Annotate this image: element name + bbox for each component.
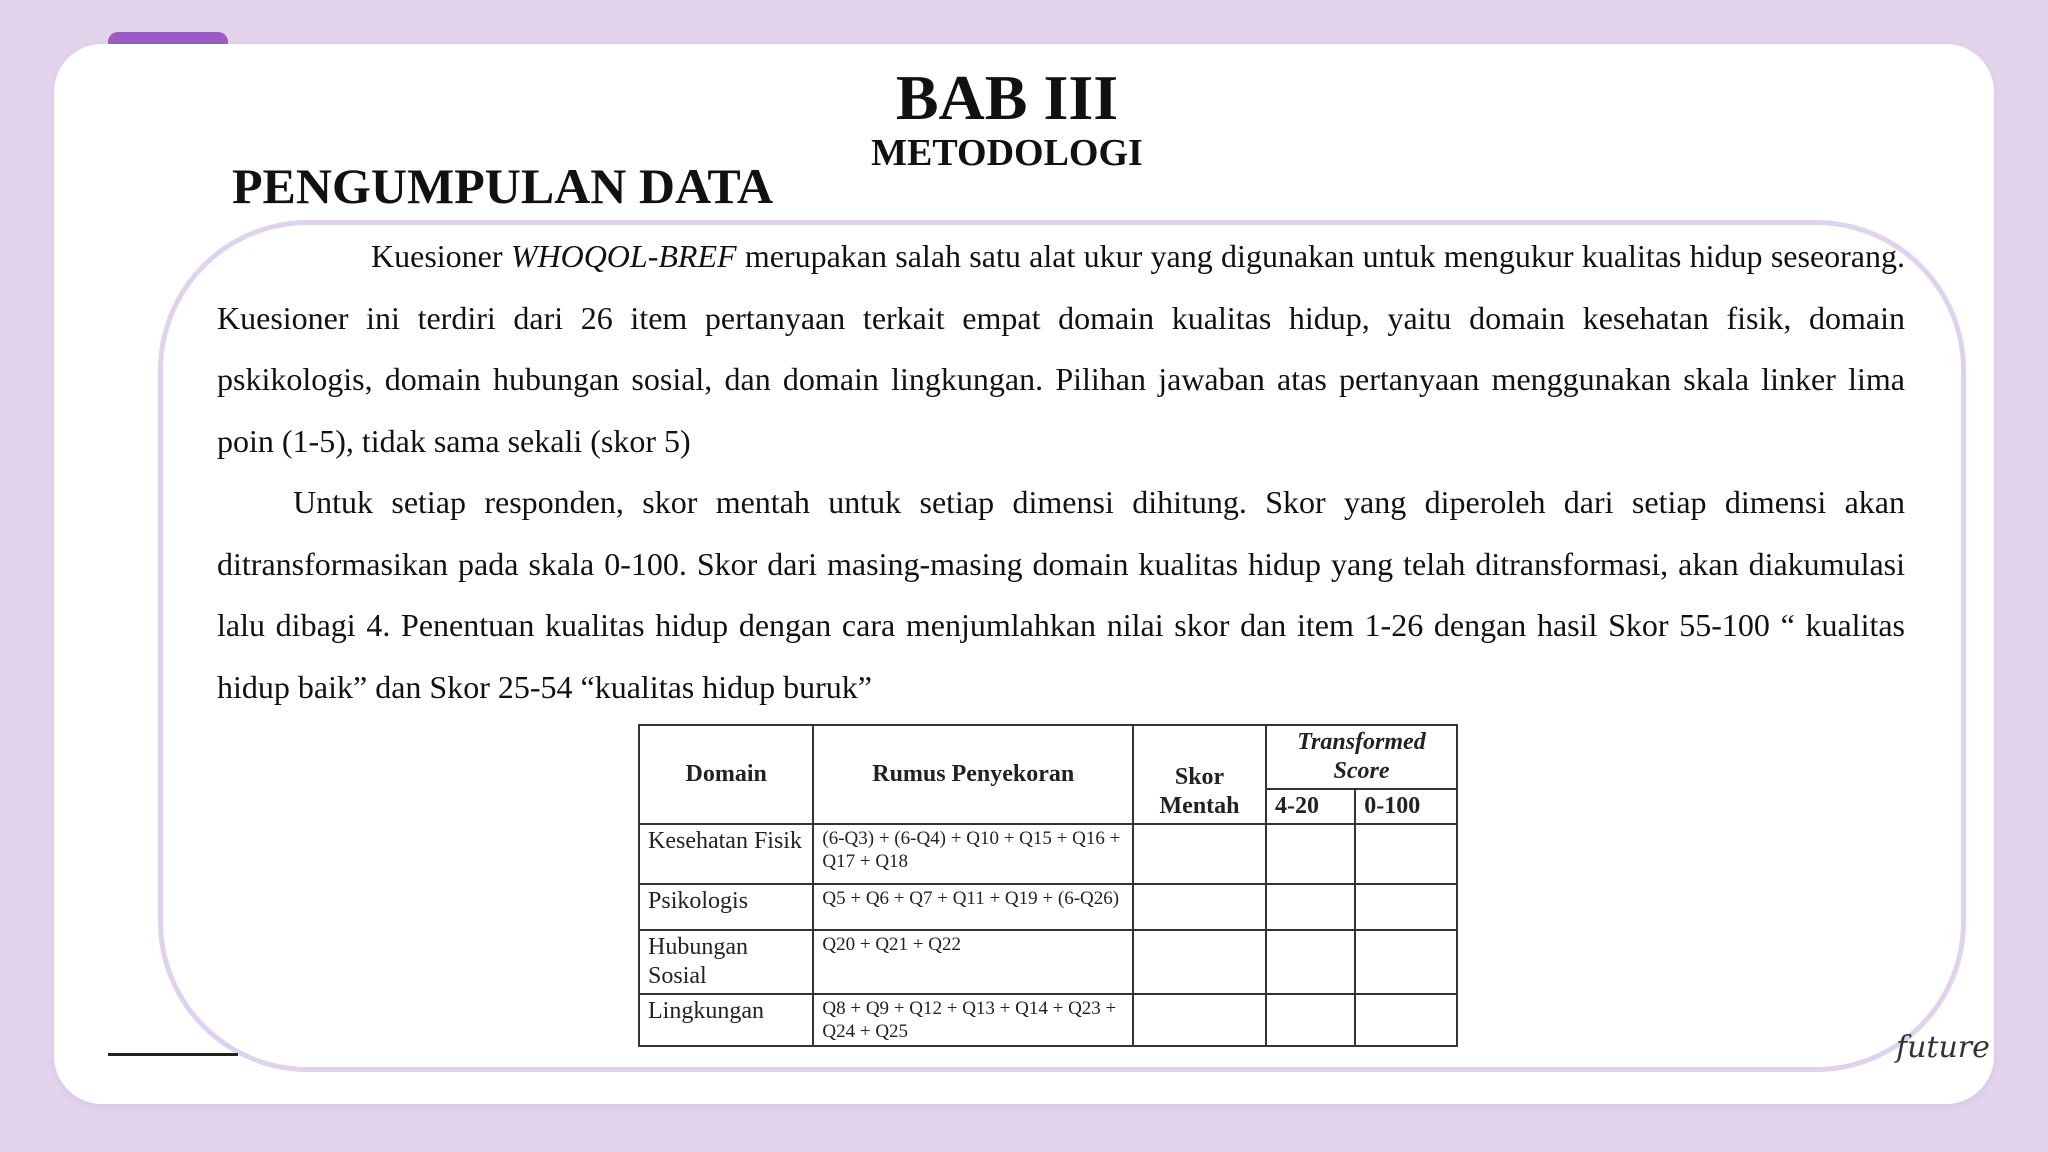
header-range-4-20: 4-20 bbox=[1266, 789, 1355, 824]
cell-range2 bbox=[1355, 824, 1457, 884]
paragraph-1-rest: merupakan salah satu alat ukur yang digunakan untuk mengukur kualitas hidup seseorang. Kuesioner ini terdiri dari 26 item pertanyaan terkait empat domain kualitas hidup, yaitu domain kesehatan fisik, domain pskikologis, domain hubungan sosial, dan domain lingkungan. Pilihan jawaban atas pertanyaan menggunakan skala linker lima poin (1-5), tidak sama sekali (skor 5) bbox=[217, 238, 1906, 459]
table-row bbox=[639, 884, 1457, 930]
cell-domain: Kesehatan Fisik bbox=[639, 824, 813, 884]
cell-raw bbox=[1133, 994, 1266, 1046]
cell-range2 bbox=[1355, 930, 1457, 994]
cell-domain: Hubungan Sosial bbox=[639, 930, 813, 994]
scoring-table bbox=[638, 724, 1458, 1047]
cell-raw bbox=[1133, 930, 1266, 994]
cell-range2 bbox=[1355, 884, 1457, 930]
header-formula: Rumus Penyekoran bbox=[813, 725, 1133, 824]
section-title: PENGUMPULAN DATA bbox=[232, 158, 774, 214]
body-text bbox=[217, 226, 1905, 718]
cell-formula: Q5 + Q6 + Q7 + Q11 + Q19 + (6-Q26) bbox=[813, 884, 1133, 930]
cell-range2 bbox=[1355, 994, 1457, 1046]
paragraph-1 bbox=[217, 226, 1905, 472]
cell-range1 bbox=[1266, 884, 1355, 930]
header-transformed-score: Transformed Score bbox=[1266, 725, 1457, 789]
cell-raw bbox=[1133, 824, 1266, 884]
cell-range1 bbox=[1266, 994, 1355, 1046]
table-row bbox=[639, 930, 1457, 994]
cell-raw bbox=[1133, 884, 1266, 930]
signature-mark: future bbox=[1896, 1030, 1990, 1065]
paragraph-1-lead: Kuesioner bbox=[371, 238, 511, 274]
cell-formula: Q8 + Q9 + Q12 + Q13 + Q14 + Q23 + Q24 + Q25 bbox=[813, 994, 1133, 1046]
cell-formula: (6-Q3) + (6-Q4) + Q10 + Q15 + Q16 + Q17 + Q18 bbox=[813, 824, 1133, 884]
chapter-subtitle: METODOLOGI bbox=[871, 132, 1143, 174]
paragraph-2: Untuk setiap responden, skor mentah untuk setiap dimensi dihitung. Skor yang diperoleh dari setiap dimensi akan ditransformasikan pada skala 0-100. Skor dari masing-masing domain kualitas hidup yang telah ditransformasi, akan diakumulasi lalu dibagi 4. Penentuan kualitas hidup dengan cara menjumlahkan nilai skor dan item 1-26 dengan hasil Skor 55-100 “ kualitas hidup baik” dan Skor 25-54 “kualitas hidup buruk” bbox=[217, 484, 1905, 705]
table-row bbox=[639, 824, 1457, 884]
header-raw-score: Skor Mentah bbox=[1133, 725, 1266, 824]
cell-range1 bbox=[1266, 930, 1355, 994]
header-range-0-100: 0-100 bbox=[1355, 789, 1457, 824]
header-domain: Domain bbox=[639, 725, 813, 824]
cell-range1 bbox=[1266, 824, 1355, 884]
footer-divider bbox=[108, 1053, 238, 1056]
cell-domain: Lingkungan bbox=[639, 994, 813, 1046]
paragraph-1-emphasis: WHOQOL-BREF bbox=[510, 238, 737, 274]
chapter-title: BAB III bbox=[895, 62, 1119, 133]
cell-domain: Psikologis bbox=[639, 884, 813, 930]
cell-formula: Q20 + Q21 + Q22 bbox=[813, 930, 1133, 994]
table-header-row bbox=[639, 725, 1457, 789]
table-row bbox=[639, 994, 1457, 1046]
